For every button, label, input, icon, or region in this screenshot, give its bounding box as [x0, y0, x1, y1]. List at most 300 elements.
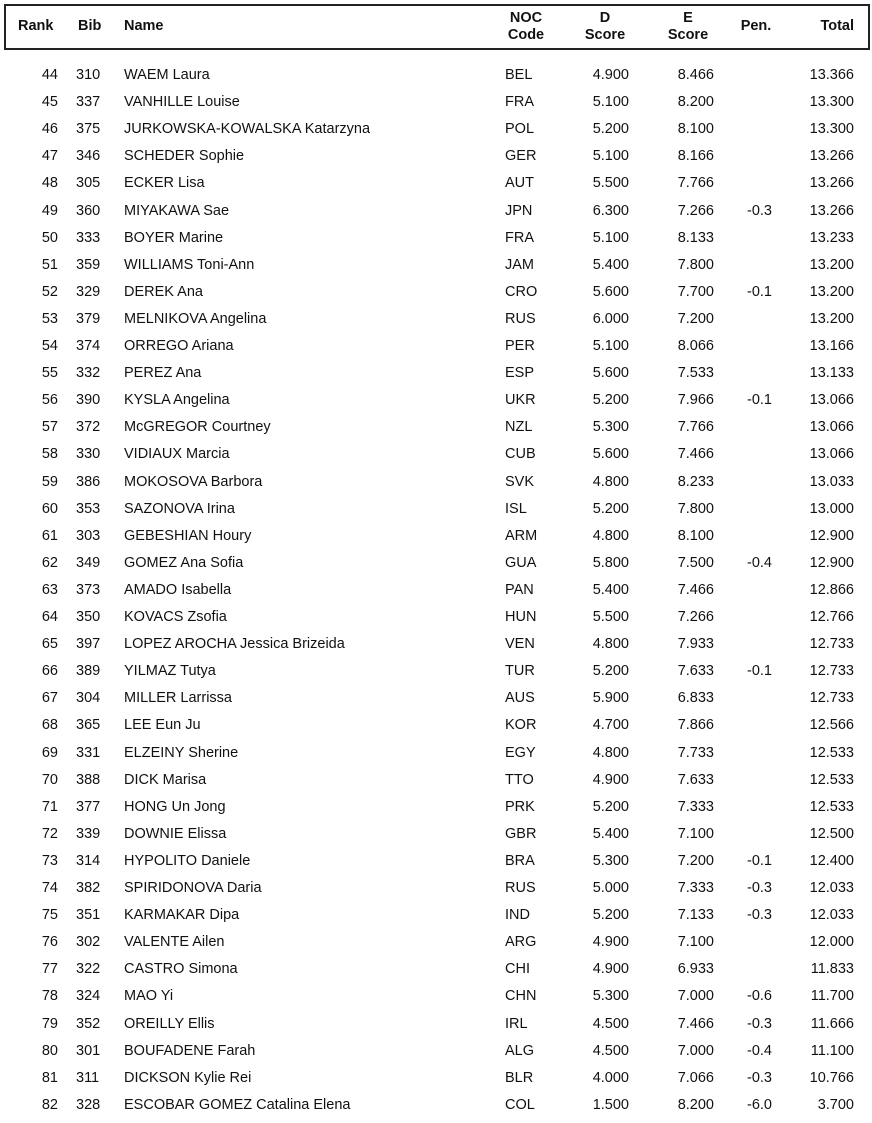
bib-cell: 331 [76, 744, 101, 761]
noc-code-cell: NZL [505, 419, 533, 436]
bib-cell: 351 [76, 907, 101, 924]
noc-code-cell: CUB [505, 446, 536, 463]
rank-cell: 50 [41, 229, 58, 246]
table-row [0, 523, 872, 550]
total-score-cell: 13.000 [809, 500, 854, 517]
total-score-cell: 12.033 [809, 880, 854, 896]
total-score-cell: 13.266 [809, 202, 854, 219]
noc-code-cell: BRA [505, 852, 535, 869]
athlete-name-cell: GEBESHIAN Houry [124, 527, 252, 544]
rank-cell: 62 [41, 554, 58, 571]
table-row [0, 740, 872, 767]
penalty-cell: -0.1 [747, 852, 772, 869]
athlete-name-cell: HONG Un Jong [124, 798, 226, 815]
d-score-cell: 5.200 [592, 392, 629, 409]
d-score-cell: 5.100 [592, 338, 629, 354]
table-row [0, 1092, 872, 1119]
total-score-cell: 12.733 [809, 690, 854, 707]
rank-cell: 55 [41, 365, 58, 382]
e-score-cell: 8.066 [677, 338, 714, 354]
penalty-cell: -0.3 [747, 1015, 772, 1032]
athlete-name-cell: McGREGOR Courtney [124, 419, 271, 436]
rank-cell: 79 [41, 1015, 58, 1032]
header-e-score [662, 10, 714, 44]
athlete-name-cell: KOVACS Zsofia [124, 609, 227, 625]
rank-cell: 70 [41, 771, 58, 788]
d-score-cell: 5.100 [592, 229, 629, 246]
table-row [0, 821, 872, 848]
noc-code-cell: ARG [505, 934, 537, 951]
e-score-cell: 7.466 [677, 581, 714, 598]
table-row [0, 198, 872, 225]
e-score-cell: 7.800 [677, 256, 714, 273]
total-score-cell: 12.500 [809, 825, 854, 842]
e-score-cell: 8.100 [677, 527, 714, 544]
bib-cell: 377 [76, 798, 101, 815]
rank-cell: 48 [41, 175, 58, 192]
total-score-cell: 12.900 [809, 554, 854, 571]
athlete-name-cell: DOWNIE Elissa [124, 825, 227, 842]
d-score-cell: 4.800 [592, 473, 629, 490]
athlete-name-cell: DICKSON Kylie Rei [124, 1069, 252, 1086]
total-score-cell: 13.300 [809, 121, 854, 138]
d-score-cell: 5.500 [592, 175, 629, 192]
table-row [0, 929, 872, 956]
d-score-cell: 4.800 [592, 744, 629, 761]
rank-cell: 72 [41, 825, 58, 842]
total-score-cell: 13.133 [809, 365, 854, 382]
noc-code-cell: CRO [505, 283, 538, 300]
rank-cell: 65 [41, 636, 58, 653]
table-row [0, 848, 872, 875]
rank-cell: 67 [41, 690, 58, 707]
table-row [0, 414, 872, 441]
athlete-name-cell: VIDIAUX Marcia [124, 446, 230, 463]
table-row [0, 604, 872, 631]
total-score-cell: 13.366 [809, 67, 854, 83]
table-row [0, 956, 872, 983]
total-score-cell: 13.066 [809, 392, 854, 409]
header-e-line2: Score [667, 27, 709, 43]
d-score-cell: 5.600 [592, 446, 629, 463]
noc-code-cell: COL [505, 1096, 535, 1113]
bib-cell: 337 [76, 94, 101, 111]
bib-cell: 397 [76, 636, 101, 653]
rank-cell: 45 [41, 94, 58, 111]
total-score-cell: 12.000 [809, 934, 854, 951]
penalty-cell: -0.3 [747, 880, 772, 896]
total-score-cell: 13.166 [809, 338, 854, 354]
total-score-cell: 12.733 [809, 636, 854, 653]
d-score-cell: 4.500 [592, 1042, 629, 1059]
noc-code-cell: POL [505, 121, 535, 138]
header-noc-code [504, 10, 548, 44]
d-score-cell: 5.900 [592, 690, 629, 707]
rank-cell: 56 [41, 392, 58, 409]
bib-cell: 349 [76, 554, 101, 571]
penalty-cell: -0.1 [747, 392, 772, 409]
bib-cell: 386 [76, 473, 101, 490]
noc-code-cell: TTO [505, 771, 534, 788]
d-score-cell: 4.800 [592, 527, 629, 544]
rank-cell: 71 [41, 798, 58, 815]
athlete-name-cell: LEE Eun Ju [124, 717, 201, 734]
d-score-cell: 4.800 [592, 636, 629, 653]
rank-cell: 76 [41, 934, 58, 951]
bib-cell: 333 [76, 229, 101, 246]
athlete-name-cell: ESCOBAR GOMEZ Catalina Elena [124, 1096, 351, 1113]
d-score-cell: 4.900 [592, 771, 629, 788]
e-score-cell: 6.933 [677, 961, 714, 978]
athlete-name-cell: SCHEDER Sophie [124, 148, 245, 165]
e-score-cell: 7.000 [677, 1042, 714, 1059]
e-score-cell: 8.200 [677, 94, 714, 111]
d-score-cell: 4.000 [592, 1069, 629, 1086]
noc-code-cell: CHI [505, 961, 530, 978]
e-score-cell: 7.066 [677, 1069, 714, 1086]
athlete-name-cell: VALENTE Ailen [124, 934, 225, 951]
total-score-cell: 12.866 [809, 581, 854, 598]
d-score-cell: 5.200 [592, 798, 629, 815]
rank-cell: 51 [41, 256, 58, 273]
noc-code-cell: PAN [505, 581, 534, 598]
header-total: Total [820, 18, 854, 34]
penalty-cell: -6.0 [747, 1096, 772, 1113]
noc-code-cell: BLR [505, 1069, 534, 1086]
bib-cell: 304 [76, 690, 101, 707]
noc-code-cell: KOR [505, 717, 537, 734]
athlete-name-cell: WAEM Laura [124, 67, 210, 83]
table-row [0, 116, 872, 143]
table-row [0, 631, 872, 658]
bib-cell: 374 [76, 338, 101, 354]
noc-code-cell: PRK [505, 798, 535, 815]
rank-cell: 63 [41, 581, 58, 598]
athlete-name-cell: HYPOLITO Daniele [124, 852, 251, 869]
noc-code-cell: IRL [505, 1015, 528, 1032]
rank-cell: 73 [41, 852, 58, 869]
total-score-cell: 13.200 [809, 310, 854, 327]
athlete-name-cell: BOYER Marine [124, 229, 224, 246]
penalty-cell: -0.3 [747, 907, 772, 924]
header-d-line1: D [599, 10, 611, 26]
d-score-cell: 1.500 [592, 1096, 629, 1113]
header-rank: Rank [18, 18, 54, 34]
noc-code-cell: GER [505, 148, 537, 165]
d-score-cell: 5.100 [592, 148, 629, 165]
athlete-name-cell: KARMAKAR Dipa [124, 907, 240, 924]
header-penalty: Pen. [740, 18, 772, 34]
total-score-cell: 12.566 [809, 717, 854, 734]
e-score-cell: 7.766 [677, 419, 714, 436]
table-row [0, 306, 872, 333]
table-row [0, 685, 872, 712]
total-score-cell: 12.533 [809, 771, 854, 788]
penalty-cell: -0.6 [747, 988, 772, 1005]
d-score-cell: 5.400 [592, 581, 629, 598]
noc-code-cell: AUT [505, 175, 534, 192]
e-score-cell: 7.500 [677, 554, 714, 571]
e-score-cell: 7.933 [677, 636, 714, 653]
noc-code-cell: VEN [505, 636, 535, 653]
bib-cell: 305 [76, 175, 101, 192]
penalty-cell: -0.4 [747, 554, 772, 571]
total-score-cell: 13.066 [809, 446, 854, 463]
penalty-cell: -0.1 [747, 283, 772, 300]
rank-cell: 54 [41, 338, 58, 354]
table-row [0, 1011, 872, 1038]
table-row [0, 1065, 872, 1092]
athlete-name-cell: KYSLA Angelina [124, 392, 230, 409]
header-noc-line1: NOC [509, 10, 543, 26]
e-score-cell: 8.233 [677, 473, 714, 490]
athlete-name-cell: CASTRO Simona [124, 961, 238, 978]
athlete-name-cell: SAZONOVA Irina [124, 500, 235, 517]
table-row [0, 1038, 872, 1065]
d-score-cell: 5.600 [592, 365, 629, 382]
rank-cell: 53 [41, 310, 58, 327]
athlete-name-cell: ELZEINY Sherine [124, 744, 239, 761]
total-score-cell: 12.533 [809, 798, 854, 815]
noc-code-cell: EGY [505, 744, 536, 761]
table-row [0, 387, 872, 414]
rank-cell: 49 [41, 202, 58, 219]
d-score-cell: 5.600 [592, 283, 629, 300]
e-score-cell: 7.100 [677, 934, 714, 951]
total-score-cell: 11.100 [810, 1042, 854, 1059]
rank-cell: 80 [41, 1042, 58, 1059]
d-score-cell: 5.800 [592, 554, 629, 571]
total-score-cell: 12.400 [809, 852, 854, 869]
table-row [0, 279, 872, 306]
table-row [0, 143, 872, 170]
e-score-cell: 7.200 [677, 852, 714, 869]
total-score-cell: 13.266 [809, 175, 854, 192]
noc-code-cell: UKR [505, 392, 536, 409]
noc-code-cell: CHN [505, 988, 537, 1005]
total-score-cell: 11.700 [810, 988, 854, 1005]
noc-code-cell: ARM [505, 527, 538, 544]
d-score-cell: 6.000 [592, 310, 629, 327]
e-score-cell: 7.633 [677, 663, 714, 680]
e-score-cell: 7.000 [677, 988, 714, 1005]
bib-cell: 389 [76, 663, 101, 680]
e-score-cell: 8.166 [677, 148, 714, 165]
athlete-name-cell: MOKOSOVA Barbora [124, 473, 263, 490]
bib-cell: 346 [76, 148, 101, 165]
total-score-cell: 13.200 [809, 256, 854, 273]
header-e-line1: E [683, 10, 693, 26]
noc-code-cell: BEL [505, 67, 533, 83]
bib-cell: 328 [76, 1096, 101, 1113]
d-score-cell: 5.000 [592, 880, 629, 896]
table-row [0, 333, 872, 360]
bib-cell: 324 [76, 988, 101, 1005]
athlete-name-cell: AMADO Isabella [124, 581, 232, 598]
noc-code-cell: TUR [505, 663, 535, 680]
d-score-cell: 4.900 [592, 67, 629, 83]
d-score-cell: 5.200 [592, 500, 629, 517]
d-score-cell: 5.400 [592, 825, 629, 842]
rank-cell: 52 [41, 283, 58, 300]
d-score-cell: 4.900 [592, 961, 629, 978]
total-score-cell: 13.066 [809, 419, 854, 436]
table-row [0, 794, 872, 821]
noc-code-cell: ISL [505, 500, 527, 517]
bib-cell: 379 [76, 310, 101, 327]
bib-cell: 322 [76, 961, 101, 978]
bib-cell: 352 [76, 1015, 101, 1032]
athlete-name-cell: SPIRIDONOVA Daria [124, 880, 262, 896]
e-score-cell: 7.466 [677, 446, 714, 463]
noc-code-cell: GBR [505, 825, 537, 842]
rank-cell: 82 [41, 1096, 58, 1113]
e-score-cell: 7.266 [677, 202, 714, 219]
bib-cell: 375 [76, 121, 101, 138]
e-score-cell: 7.966 [677, 392, 714, 409]
total-score-cell: 3.700 [817, 1096, 854, 1113]
table-row [0, 89, 872, 116]
table-row [0, 252, 872, 279]
total-score-cell: 13.233 [809, 229, 854, 246]
bib-cell: 329 [76, 283, 101, 300]
e-score-cell: 7.333 [677, 798, 714, 815]
e-score-cell: 7.466 [677, 1015, 714, 1032]
athlete-name-cell: MILLER Larrissa [124, 690, 232, 707]
e-score-cell: 7.200 [677, 310, 714, 327]
athlete-name-cell: MELNIKOVA Angelina [124, 310, 267, 327]
e-score-cell: 7.100 [677, 825, 714, 842]
bib-cell: 314 [76, 852, 101, 869]
athlete-name-cell: YILMAZ Tutya [124, 663, 216, 680]
bib-cell: 330 [76, 446, 101, 463]
bib-cell: 310 [76, 67, 101, 83]
athlete-name-cell: OREILLY Ellis [124, 1015, 215, 1032]
rank-cell: 78 [41, 988, 58, 1005]
header-d-score [580, 10, 630, 44]
noc-code-cell: AUS [505, 690, 535, 707]
e-score-cell: 7.866 [677, 717, 714, 734]
table-row [0, 902, 872, 929]
athlete-name-cell: VANHILLE Louise [124, 94, 240, 111]
total-score-cell: 13.033 [809, 473, 854, 490]
e-score-cell: 7.700 [677, 283, 714, 300]
athlete-name-cell: DICK Marisa [124, 771, 207, 788]
noc-code-cell: PER [505, 338, 535, 354]
table-row [0, 469, 872, 496]
bib-cell: 350 [76, 609, 101, 625]
bib-cell: 372 [76, 419, 101, 436]
d-score-cell: 5.100 [592, 94, 629, 111]
noc-code-cell: ESP [505, 365, 535, 382]
table-row [0, 360, 872, 387]
total-score-cell: 11.833 [810, 961, 854, 978]
total-score-cell: 13.300 [809, 94, 854, 111]
d-score-cell: 4.500 [592, 1015, 629, 1032]
d-score-cell: 5.300 [592, 852, 629, 869]
bib-cell: 365 [76, 717, 101, 734]
rank-cell: 64 [41, 609, 58, 625]
table-row [0, 496, 872, 523]
rank-cell: 46 [41, 121, 58, 138]
bib-cell: 311 [76, 1069, 100, 1086]
table-row [0, 170, 872, 197]
penalty-cell: -0.3 [747, 202, 772, 219]
table-row [0, 441, 872, 468]
athlete-name-cell: MAO Yi [124, 988, 174, 1005]
athlete-name-cell: GOMEZ Ana Sofia [124, 554, 244, 571]
results-table-header [4, 4, 870, 50]
rank-cell: 69 [41, 744, 58, 761]
table-row [0, 550, 872, 577]
rank-cell: 74 [41, 880, 58, 896]
bib-cell: 382 [76, 880, 101, 896]
athlete-name-cell: WILLIAMS Toni-Ann [124, 256, 255, 273]
noc-code-cell: RUS [505, 310, 536, 327]
penalty-cell: -0.1 [747, 663, 772, 680]
e-score-cell: 8.100 [677, 121, 714, 138]
total-score-cell: 12.733 [809, 663, 854, 680]
bib-cell: 360 [76, 202, 101, 219]
bib-cell: 303 [76, 527, 101, 544]
header-name: Name [124, 18, 164, 34]
e-score-cell: 7.133 [677, 907, 714, 924]
e-score-cell: 7.633 [677, 771, 714, 788]
total-score-cell: 12.033 [809, 907, 854, 924]
rank-cell: 68 [41, 717, 58, 734]
noc-code-cell: SVK [505, 473, 535, 490]
table-row [0, 712, 872, 739]
athlete-name-cell: PEREZ Ana [124, 365, 202, 382]
d-score-cell: 5.300 [592, 419, 629, 436]
e-score-cell: 8.133 [677, 229, 714, 246]
d-score-cell: 5.200 [592, 663, 629, 680]
bib-cell: 301 [76, 1042, 101, 1059]
noc-code-cell: ALG [505, 1042, 535, 1059]
header-d-line2: Score [584, 27, 626, 43]
noc-code-cell: HUN [505, 609, 537, 625]
table-row [0, 658, 872, 685]
table-row [0, 983, 872, 1010]
bib-cell: 332 [76, 365, 101, 382]
table-row [0, 875, 872, 902]
bib-cell: 359 [76, 256, 101, 273]
e-score-cell: 8.200 [677, 1096, 714, 1113]
d-score-cell: 4.900 [592, 934, 629, 951]
d-score-cell: 5.500 [592, 609, 629, 625]
e-score-cell: 7.333 [677, 880, 714, 896]
header-bib: Bib [78, 18, 102, 34]
total-score-cell: 12.766 [809, 609, 854, 625]
rank-cell: 66 [41, 663, 58, 680]
athlete-name-cell: JURKOWSKA-KOWALSKA Katarzyna [124, 121, 371, 138]
rank-cell: 44 [41, 67, 58, 83]
noc-code-cell: FRA [505, 94, 534, 111]
d-score-cell: 5.400 [592, 256, 629, 273]
e-score-cell: 7.766 [677, 175, 714, 192]
total-score-cell: 12.533 [809, 744, 854, 761]
total-score-cell: 13.200 [809, 283, 854, 300]
noc-code-cell: GUA [505, 554, 537, 571]
rank-cell: 61 [41, 527, 58, 544]
e-score-cell: 7.733 [677, 744, 714, 761]
table-row [0, 62, 872, 89]
noc-code-cell: IND [505, 907, 530, 924]
noc-code-cell: JAM [505, 256, 534, 273]
d-score-cell: 6.300 [592, 202, 629, 219]
d-score-cell: 4.700 [592, 717, 629, 734]
rank-cell: 59 [41, 473, 58, 490]
